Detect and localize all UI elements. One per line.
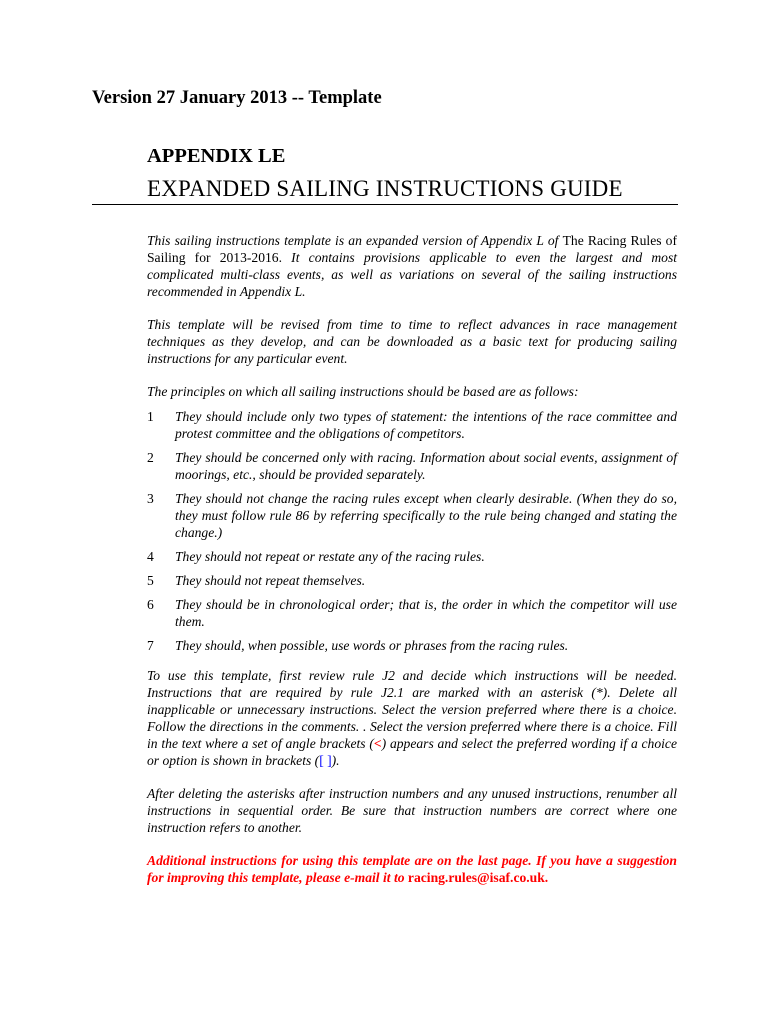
email-link[interactable]: racing.rules@isaf.co.uk.	[407, 870, 549, 885]
list-item-number: 6	[147, 597, 154, 612]
principles-list	[147, 408, 677, 654]
document-body	[147, 232, 677, 902]
additional-instructions-note	[147, 852, 677, 886]
list-item-number: 5	[147, 573, 154, 588]
title-divider	[92, 204, 678, 205]
list-item-text: They should be concerned only with racing. Information about social events, assignment of moorings, etc., should be provided separately.	[175, 450, 677, 482]
note-text: Additional instructions for using this template are on the last page. If you have a suggestion for improving this template, please e-mail it to	[147, 853, 677, 885]
usage-text-b: ) appears and select the preferred wording if a choice or option is shown in brackets (	[147, 736, 677, 768]
intro-text-b: It contains provisions applicable to even the largest and most complicated multi-class events, as well as variations on several of the sailing instructions recommended in Appendix L.	[147, 250, 678, 299]
appendix-heading: APPENDIX LE	[147, 145, 286, 167]
list-item-text: They should not repeat themselves.	[175, 573, 366, 588]
intro-paragraph-2: This template will be revised from time to time to reflect advances in race management techniques as they develop, and can be downloaded as a basic text for producing sailing instructions for any particular event.	[147, 317, 677, 366]
list-item	[147, 408, 677, 442]
angle-bracket-marker: <	[373, 736, 382, 751]
version-line: Version 27 January 2013 -- Template	[92, 88, 382, 108]
guide-title: EXPANDED SAILING INSTRUCTIONS GUIDE	[147, 176, 623, 201]
principles-intro: The principles on which all sailing instructions should be based are as follows:	[147, 384, 579, 399]
list-item	[147, 637, 677, 654]
list-item-number: 1	[147, 409, 154, 424]
list-item-text: They should not repeat or restate any of the racing rules.	[175, 549, 485, 564]
list-item	[147, 548, 677, 565]
list-item	[147, 572, 677, 589]
renumber-paragraph: After deleting the asterisks after instruction numbers and any unused instructions, renumber all instructions in sequential order. Be sure that instruction numbers are correct where one instruction refers to another.	[147, 786, 677, 835]
list-item-number: 2	[147, 450, 154, 465]
list-item	[147, 596, 677, 630]
list-item	[147, 490, 677, 541]
intro-text-a: This sailing instructions template is an expanded version of Appendix L of	[147, 233, 563, 248]
list-item-number: 7	[147, 638, 154, 653]
list-item-text: They should not change the racing rules except when clearly desirable. (When they do so, they must follow rule 86 by referring specifically to the rule being changed and stating the change.)	[175, 491, 677, 540]
square-bracket-marker: [ ]	[319, 753, 332, 768]
rrs-title: The Racing Rules of Sailing for 2013-2016.	[147, 233, 677, 265]
usage-paragraph	[147, 667, 677, 769]
list-item-text: They should be in chronological order; that is, the order in which the competitor will use them.	[175, 597, 677, 629]
list-item-number: 3	[147, 491, 154, 506]
list-item-text: They should, when possible, use words or phrases from the racing rules.	[175, 638, 569, 653]
list-item-text: They should include only two types of statement: the intentions of the race committee and protest committee and the obligations of competitors.	[175, 409, 677, 441]
list-item	[147, 449, 677, 483]
list-item-number: 4	[147, 549, 154, 564]
usage-text-c: ).	[331, 753, 340, 768]
usage-text-a: To use this template, first review rule J2 and decide which instructions will be needed. Instructions that are required by rule J2.1 are marked with an asterisk (*). Delete all inapplicable or unnecessary instructions. Select the version preferred where there is a choice. Follow the directions in the comments. . Select the version preferred where there is a choice. Fill in the text where a set of angle brackets (	[147, 668, 677, 751]
intro-paragraph-1	[147, 232, 677, 300]
